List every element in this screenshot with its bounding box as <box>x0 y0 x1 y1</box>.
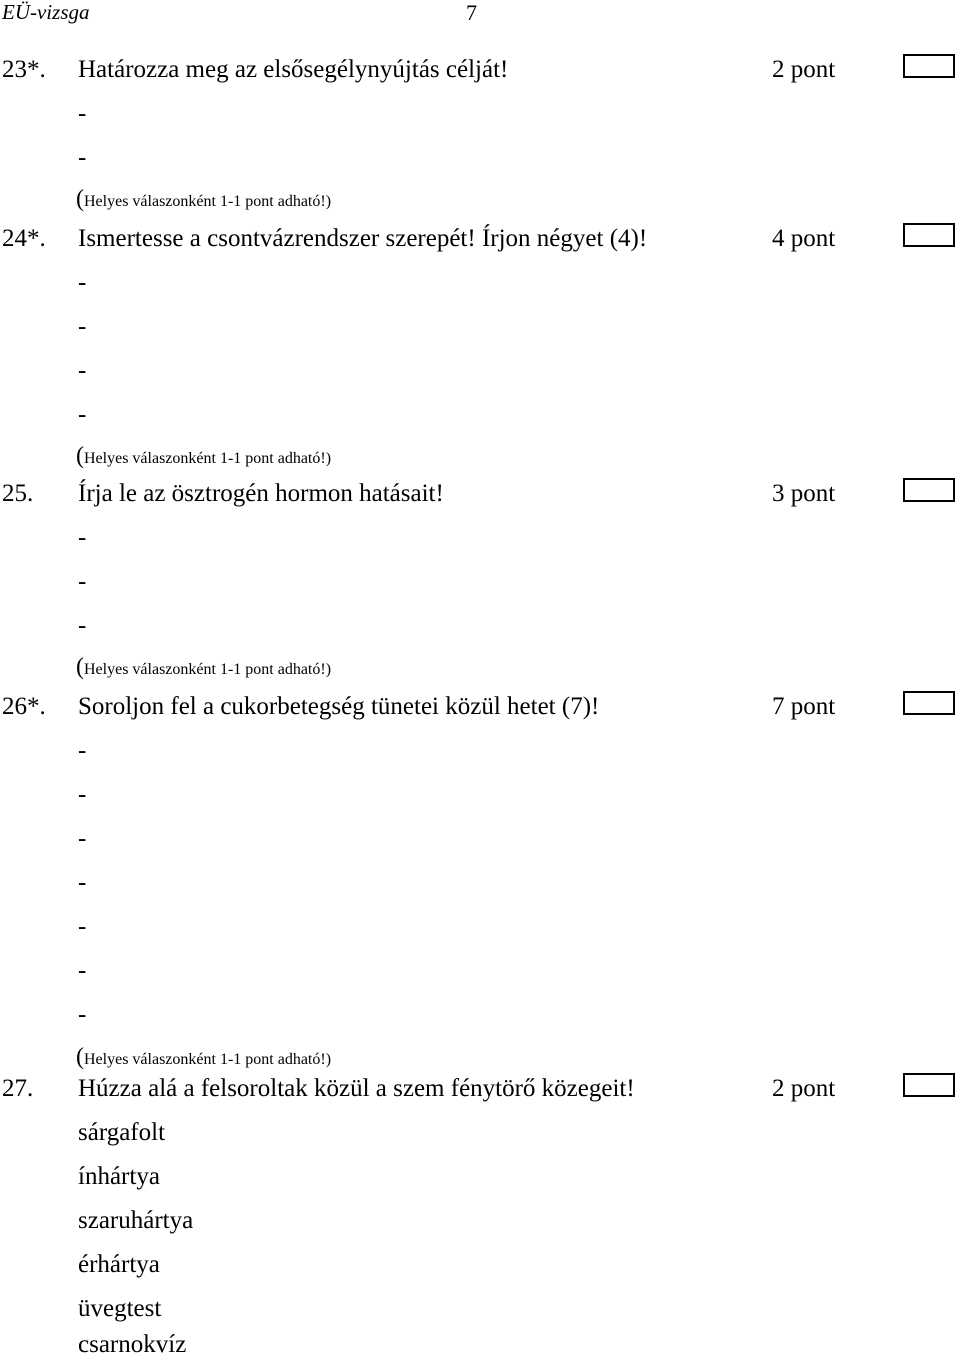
page-number: 7 <box>466 0 477 25</box>
question-26-number: 26*. <box>2 693 46 720</box>
answer-line-dash[interactable]: - <box>78 825 87 852</box>
option-item[interactable]: üvegtest <box>78 1295 162 1322</box>
scoring-note: (Helyes válaszonként 1-1 pont adható!) <box>76 1044 332 1070</box>
option-item[interactable]: szaruhártya <box>78 1207 194 1234</box>
question-25-number: 25. <box>2 480 34 507</box>
question-23-points: 2 pont <box>772 56 836 83</box>
answer-line-dash[interactable]: - <box>78 781 87 808</box>
question-27-score-box[interactable] <box>903 1073 955 1097</box>
question-23-number: 23*. <box>2 56 46 83</box>
question-26-text: Soroljon fel a cukorbetegség tünetei közül hetet (7)! <box>78 693 600 720</box>
answer-line-dash[interactable]: - <box>78 100 87 127</box>
scoring-note-text: Helyes válaszonként 1-1 pont adható! <box>84 193 326 210</box>
answer-line-dash[interactable]: - <box>78 568 87 595</box>
question-25-points: 3 pont <box>772 480 836 507</box>
option-item[interactable]: sárgafolt <box>78 1119 166 1146</box>
scoring-note: (Helyes válaszonként 1-1 pont adható!) <box>76 186 332 212</box>
answer-line-dash[interactable]: - <box>78 913 87 940</box>
option-item[interactable]: érhártya <box>78 1251 160 1278</box>
answer-line-dash[interactable]: - <box>78 269 87 296</box>
answer-line-dash[interactable]: - <box>78 357 87 384</box>
answer-line-dash[interactable]: - <box>78 401 87 428</box>
answer-line-dash[interactable]: - <box>78 1001 87 1028</box>
question-26-points: 7 pont <box>772 693 836 720</box>
question-24-number: 24*. <box>2 225 46 252</box>
question-27-number: 27. <box>2 1075 34 1102</box>
question-24-text: Ismertesse a csontvázrendszer szerepét! Írjon négyet (4)! <box>78 225 648 252</box>
option-item[interactable]: csarnokvíz <box>78 1331 187 1358</box>
answer-line-dash[interactable]: - <box>78 612 87 639</box>
scoring-note-text: Helyes válaszonként 1-1 pont adható! <box>84 661 326 678</box>
answer-line-dash[interactable]: - <box>78 957 87 984</box>
question-25-text: Írja le az ösztrogén hormon hatásait! <box>78 480 444 507</box>
question-26-score-box[interactable] <box>903 691 955 715</box>
question-25-score-box[interactable] <box>903 478 955 502</box>
question-27-text: Húzza alá a felsoroltak közül a szem fénytörő közegeit! <box>78 1075 635 1102</box>
answer-line-dash[interactable]: - <box>78 737 87 764</box>
answer-line-dash[interactable]: - <box>78 524 87 551</box>
answer-line-dash[interactable]: - <box>78 144 87 171</box>
header-exam-title: EÜ-vizsga <box>2 0 90 24</box>
scoring-note: (Helyes válaszonként 1-1 pont adható!) <box>76 654 332 680</box>
question-27-points: 2 pont <box>772 1075 836 1102</box>
question-24-score-box[interactable] <box>903 223 955 247</box>
scoring-note-text: Helyes válaszonként 1-1 pont adható! <box>84 1051 326 1068</box>
question-24-points: 4 pont <box>772 225 836 252</box>
scoring-note-text: Helyes válaszonként 1-1 pont adható! <box>84 450 326 467</box>
question-23-score-box[interactable] <box>903 54 955 78</box>
option-item[interactable]: ínhártya <box>78 1163 160 1190</box>
scoring-note: (Helyes válaszonként 1-1 pont adható!) <box>76 443 332 469</box>
answer-line-dash[interactable]: - <box>78 869 87 896</box>
question-23-text: Határozza meg az elsősegélynyújtás célját! <box>78 56 509 83</box>
answer-line-dash[interactable]: - <box>78 313 87 340</box>
